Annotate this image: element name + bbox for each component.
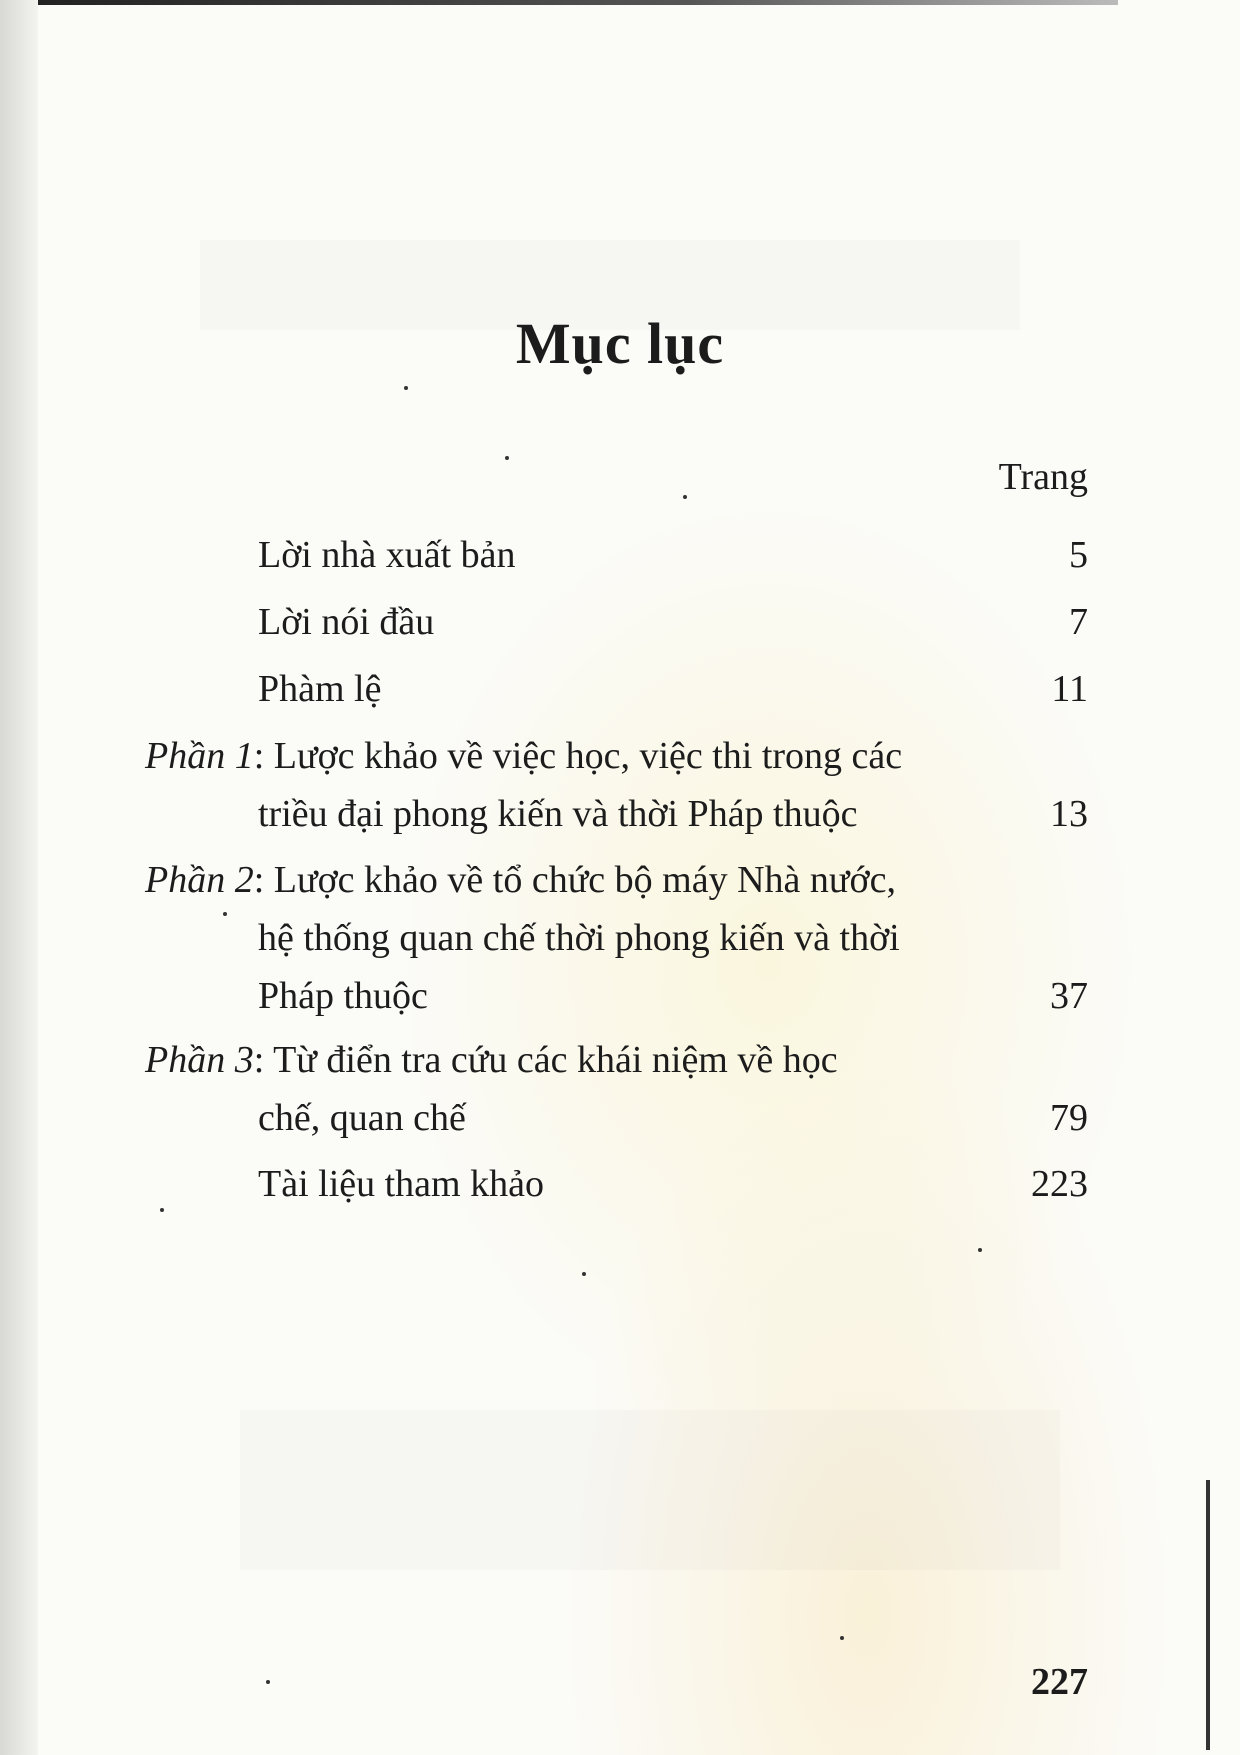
scan-speck xyxy=(404,386,408,390)
page-number: 227 xyxy=(1031,1661,1088,1703)
scan-speck xyxy=(840,1636,844,1640)
scan-right-edge xyxy=(1206,1480,1210,1750)
toc-entry-title: Lời nhà xuất bản xyxy=(258,534,516,576)
toc-entry-title-line: Phần 2: Lược khảo về tổ chức bộ máy Nhà nước, xyxy=(145,859,896,901)
toc-part-prefix: Phần 2 xyxy=(145,859,254,901)
scan-speck xyxy=(582,1272,586,1276)
scan-top-edge xyxy=(38,0,1118,5)
scan-speck xyxy=(505,456,509,460)
toc-entry xyxy=(0,1154,1240,1221)
bleed-through-block xyxy=(240,1410,1060,1570)
toc-entry-page: 37 xyxy=(1050,975,1088,1017)
toc-entry-page: 11 xyxy=(1051,668,1088,710)
scan-speck xyxy=(978,1248,982,1252)
toc-entry-title-line: hệ thống quan chế thời phong kiến và thời xyxy=(258,917,900,959)
toc-entry-page: 13 xyxy=(1050,793,1088,835)
toc-entry-title-line: Pháp thuộc xyxy=(258,975,428,1017)
toc-entry xyxy=(0,726,1240,850)
toc-entry-title-line: triều đại phong kiến và thời Pháp thuộc xyxy=(258,793,858,835)
toc-entry-page: 223 xyxy=(1031,1163,1088,1205)
toc-entry-title: Tài liệu tham khảo xyxy=(258,1163,544,1205)
toc-entry-page: 79 xyxy=(1050,1097,1088,1139)
toc-page-column-header: Trang xyxy=(998,456,1088,498)
toc-entry-title-line: Phần 3: Từ điển tra cứu các khái niệm về học xyxy=(145,1039,838,1081)
toc-entry xyxy=(0,592,1240,659)
toc-part-prefix: Phần 3 xyxy=(145,1039,254,1081)
toc-part-prefix: Phần 1 xyxy=(145,735,254,777)
scan-speck xyxy=(160,1208,164,1212)
toc-entry-title-line: Phần 1: Lược khảo về việc học, việc thi trong các xyxy=(145,735,903,777)
toc-entry-title: Phàm lệ xyxy=(258,668,382,710)
scan-speck xyxy=(683,495,687,499)
table-of-contents xyxy=(0,525,1240,1221)
toc-entry xyxy=(0,525,1240,592)
toc-entry-page: 7 xyxy=(1069,601,1088,643)
toc-entry-title-line: chế, quan chế xyxy=(258,1097,466,1139)
page-title: Mục lục xyxy=(515,311,725,376)
toc-entry xyxy=(0,1030,1240,1154)
scan-speck xyxy=(266,1680,270,1684)
toc-entry-title: Lời nói đầu xyxy=(258,601,435,643)
toc-entry xyxy=(0,850,1240,1030)
toc-entry xyxy=(0,659,1240,726)
toc-entry-page: 5 xyxy=(1069,534,1088,576)
scan-speck xyxy=(223,912,227,916)
